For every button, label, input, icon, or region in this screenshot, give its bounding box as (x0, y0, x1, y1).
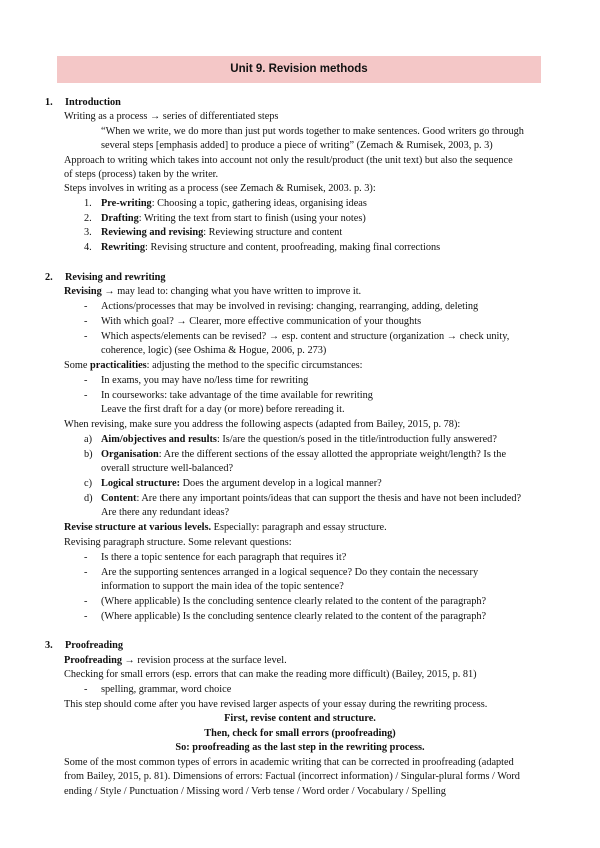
dash: - (84, 552, 88, 563)
list-number: 3. (84, 227, 92, 238)
list-item: Aim/objectives and results: Is/are the question/s posed in the title/introduction fully answered? (101, 434, 497, 445)
text-line: of steps (process) taken by the writer. (64, 169, 219, 180)
section-3-number: 3. (45, 640, 53, 651)
list-number: 1. (84, 198, 92, 209)
text-line: When revising, make sure you address the following aspects (adapted from Bailey, 2015, p. 78): (64, 419, 461, 430)
text-line: ending / Style / Punctuation / Missing word / Verb tense / Word order / Vocabulary / Spelling (64, 786, 446, 797)
dash: - (84, 301, 88, 312)
dash-item-cont: Leave the first draft for a day (or more) before rereading it. (101, 404, 345, 415)
dash-item: Actions/processes that may be involved in revising: changing, rearranging, adding, deleting (101, 301, 479, 312)
list-letter: b) (84, 449, 93, 460)
dash-item: spelling, grammar, word choice (101, 684, 232, 695)
dash: - (84, 567, 88, 578)
dash-item: In exams, you may have no/less time for rewriting (101, 375, 309, 386)
text-line: Some practicalities: adjusting the method to the specific circumstances: (64, 360, 363, 371)
centered-bold-line: First, revise content and structure. (224, 713, 376, 724)
list-letter: d) (84, 493, 93, 504)
section-2-number: 2. (45, 272, 53, 283)
section-1-number: 1. (45, 97, 53, 108)
dash-item: In courseworks: take advantage of the time available for rewriting (101, 390, 373, 401)
list-number: 4. (84, 242, 92, 253)
list-item: Drafting: Writing the text from start to finish (using your notes) (101, 213, 366, 224)
list-letter: c) (84, 478, 92, 489)
centered-bold-line: So: proofreading as the last step in the rewriting process. (175, 742, 425, 753)
quote-line: several steps [emphasis added] to produce a piece of writing” (Zemach & Rumisek, 2003, p. 3) (101, 140, 493, 151)
dash: - (84, 390, 88, 401)
list-item: Organisation: Are the different sections of the essay allotted the appropriate weight/length? Is the (101, 449, 507, 460)
quote-line: “When we write, we do more than just put words together to make sentences. Good writers go through (101, 126, 524, 137)
page-title: Unit 9. Revision methods (57, 56, 541, 83)
text-line: Proofreading → revision process at the surface level. (64, 655, 287, 666)
text-line: Revising → may lead to: changing what you have written to improve it. (64, 286, 362, 297)
dash: - (84, 316, 88, 327)
text-line: Revising paragraph structure. Some relevant questions: (64, 537, 292, 548)
text-line: Some of the most common types of errors in academic writing that can be corrected in proofreading (adapted (64, 757, 514, 768)
dash: - (84, 684, 88, 695)
list-item: Content: Are there any important points/ideas that can support the thesis and have not been included? (101, 493, 522, 504)
list-item: Logical structure: Does the argument develop in a logical manner? (101, 478, 382, 489)
list-item-cont: Are there any redundant ideas? (101, 507, 230, 518)
text-line: Approach to writing which takes into account not only the result/product (the unit text) but also the sequence (64, 155, 513, 166)
list-item: Reviewing and revising: Reviewing structure and content (101, 227, 343, 238)
list-letter: a) (84, 434, 92, 445)
text-line: Steps involves in writing as a process (see Zemach & Rumisek, 2003. p. 3): (64, 183, 376, 194)
list-item-cont: overall structure well-balanced? (101, 463, 234, 474)
section-3-heading: Proofreading (65, 640, 123, 651)
dash: - (84, 596, 88, 607)
text-line: from Bailey, 2015, p. 81). Dimensions of errors: Factual (incorrect information) / Singular-plural forms / Word (64, 771, 520, 782)
list-item: Rewriting: Revising structure and content, proofreading, making final corrections (101, 242, 441, 253)
dash-item: With which goal? → Clearer, more effective communication of your thoughts (101, 316, 422, 327)
dash-item: (Where applicable) Is the concluding sentence clearly related to the content of the paragraph? (101, 596, 487, 607)
dash-item-cont: coherence, logic) (see Oshima & Hogue, 2006, p. 273) (101, 345, 327, 356)
list-number: 2. (84, 213, 92, 224)
text-line: Writing as a process → series of differentiated steps (64, 111, 279, 122)
centered-bold-line: Then, check for small errors (proofreading) (204, 728, 396, 739)
dash-item: Is there a topic sentence for each paragraph that requires it? (101, 552, 347, 563)
list-item: Pre-writing: Choosing a topic, gathering ideas, organising ideas (101, 198, 367, 209)
text-line: This step should come after you have revised larger aspects of your essay during the rewriting process. (64, 699, 488, 710)
dash: - (84, 611, 88, 622)
section-1-heading: Introduction (65, 97, 121, 108)
dash: - (84, 375, 88, 386)
dash-item: Which aspects/elements can be revised? → esp. content and structure (organization → check unity, (101, 331, 510, 342)
dash-item: Are the supporting sentences arranged in a logical sequence? Do they contain the necessary (101, 567, 479, 578)
section-2-heading: Revising and rewriting (65, 272, 166, 283)
dash-item: (Where applicable) Is the concluding sentence clearly related to the content of the paragraph? (101, 611, 487, 622)
dash: - (84, 331, 88, 342)
text-line: Revise structure at various levels. Especially: paragraph and essay structure. (64, 522, 387, 533)
dash-item-cont: information to support the main idea of the topic sentence? (101, 581, 344, 592)
text-line: Checking for small errors (esp. errors that can make the reading more difficult) (Bailey, 2015, p. 81) (64, 669, 477, 680)
